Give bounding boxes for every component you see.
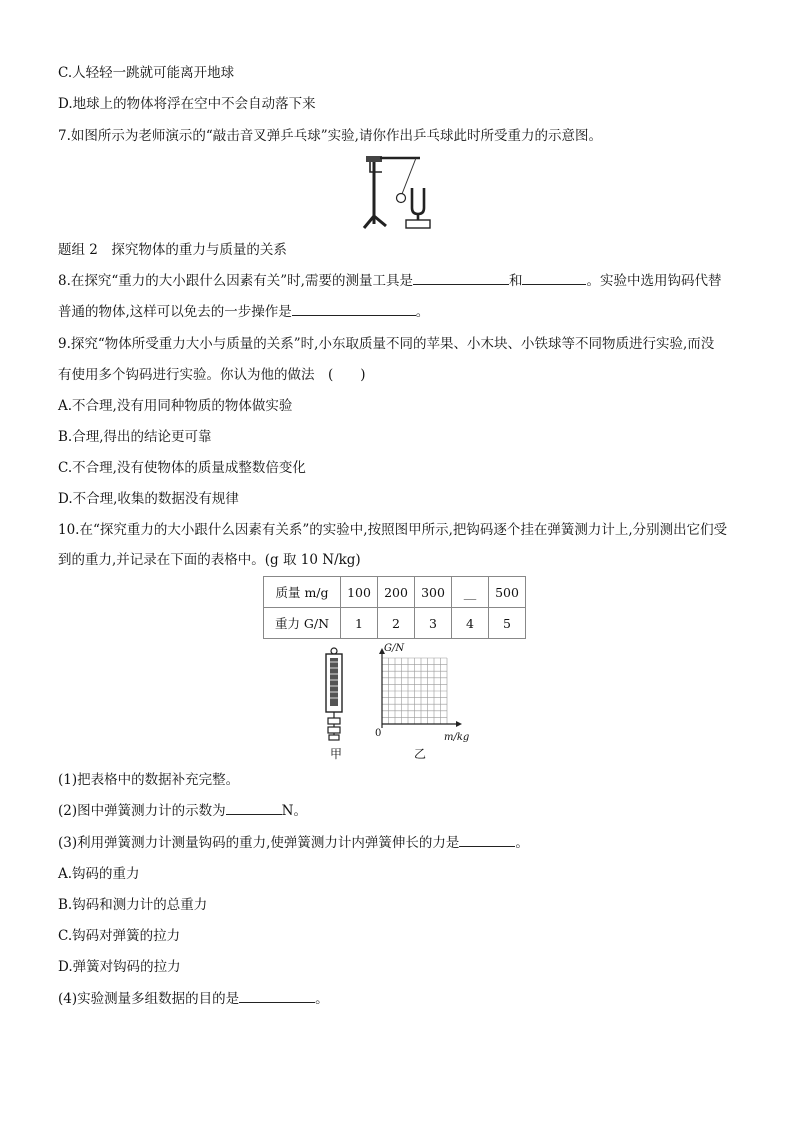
- table-header-mass: 质量 m/g: [264, 577, 341, 608]
- answer-blank[interactable]: [292, 303, 416, 316]
- table-cell: 1: [341, 608, 378, 639]
- q6-option-d: D.地球上的物体将浮在空中不会自动落下来: [58, 96, 316, 112]
- part4-end: 。: [315, 991, 329, 1007]
- q8-text-b: 和: [508, 273, 523, 289]
- hook-weight: [329, 735, 339, 740]
- table-header-weight: 重力 G/N: [264, 608, 341, 639]
- table-cell: 100: [341, 577, 378, 608]
- part3-option-b: B.钩码和测力计的总重力: [58, 897, 208, 913]
- group-2-title: 题组 2 探究物体的重力与质量的关系: [58, 242, 287, 258]
- graph-grid: [382, 658, 447, 724]
- answer-blank[interactable]: [522, 272, 586, 285]
- part2-unit: N。: [281, 803, 307, 819]
- part3-option-a: A.钩码的重力: [58, 866, 140, 882]
- part2-text: (2)图中弹簧测力计的示数为: [58, 803, 226, 819]
- table-cell: 2: [378, 608, 415, 639]
- graph-origin: 0: [375, 728, 382, 739]
- q9-line2: 有使用多个钩码进行实验。你认为他的做法 ( ): [58, 367, 366, 383]
- answer-blank[interactable]: [413, 272, 509, 285]
- stand-base: [364, 216, 386, 228]
- q8-line2: [58, 303, 429, 321]
- part3-option-d: D.弹簧对钩码的拉力: [58, 959, 181, 975]
- q10-part1: (1)把表格中的数据补充完整。: [58, 772, 240, 788]
- figure-label-jia: 甲: [330, 747, 343, 761]
- table-row: [264, 608, 526, 639]
- x-axis-arrow: [456, 721, 462, 727]
- string: [402, 158, 416, 194]
- table-cell: 5: [489, 608, 526, 639]
- table-cell: 500: [489, 577, 526, 608]
- data-table: [263, 576, 526, 639]
- graph-figure: [370, 644, 470, 744]
- q7-text: 7.如图所示为老师演示的“敲击音叉弹乒乓球”实验,请你作出乒乓球此时所受重力的示意图。: [58, 128, 602, 144]
- q8-text-d: 普通的物体,这样可以免去的一步操作是: [58, 304, 292, 320]
- q8-line1: [58, 272, 721, 290]
- q10-line2: 到的重力,并记录在下面的表格中。(g 取 10 N/kg): [58, 552, 361, 568]
- table-row: [264, 577, 526, 608]
- tuning-fork: [412, 188, 424, 214]
- q9-option-c: C.不合理,没有使物体的质量成整数倍变化: [58, 460, 306, 476]
- part3-option-c: C.钩码对弹簧的拉力: [58, 928, 181, 944]
- graph-x-label: m/kg: [444, 732, 470, 743]
- q9-option-a: A.不合理,没有用同种物质的物体做实验: [58, 398, 293, 414]
- scale-hook-ring: [331, 648, 337, 654]
- q9-option-d: D.不合理,收集的数据没有规律: [58, 491, 239, 507]
- q10-part3: [58, 834, 529, 852]
- q10-line1: 10.在“探究重力的大小跟什么因素有关系”的实验中,按照图甲所示,把钩码逐个挂在弹簧测力计上,分别测出它们受: [58, 522, 728, 538]
- answer-blank[interactable]: [239, 990, 315, 1003]
- q8-text-e: 。: [415, 304, 430, 320]
- hook-weight: [328, 727, 340, 733]
- q10-part4: [58, 990, 329, 1008]
- graph-y-label: G/N: [384, 643, 405, 654]
- q8-text-a: 8.在探究“重力的大小跟什么因素有关”时,需要的测量工具是: [58, 273, 413, 289]
- table-cell: 300: [415, 577, 452, 608]
- q10-part2: [58, 802, 307, 820]
- resonance-box: [406, 220, 430, 228]
- table-cell: 4: [452, 608, 489, 639]
- figure-label-yi: 乙: [414, 747, 427, 761]
- answer-blank[interactable]: [226, 802, 282, 815]
- table-cell-blank[interactable]: __: [452, 577, 489, 608]
- table-cell: 3: [415, 608, 452, 639]
- scale-spring: [330, 658, 338, 706]
- ping-pong-ball: [397, 194, 406, 203]
- q8-text-c: 。实验中选用钩码代替: [586, 273, 722, 289]
- part3-end: 。: [515, 835, 529, 851]
- clamp: [366, 156, 382, 162]
- q6-option-c: C.人轻轻一跳就可能离开地球: [58, 65, 235, 81]
- q9-line1: 9.探究“物体所受重力大小与质量的关系”时,小东取质量不同的苹果、小木块、小铁球等不同物质进行实验,而没: [58, 336, 715, 352]
- answer-blank[interactable]: [459, 834, 515, 847]
- table-cell: 200: [378, 577, 415, 608]
- spring-scale-figure: [318, 646, 352, 742]
- hook-weight: [328, 718, 340, 724]
- part3-text: (3)利用弹簧测力计测量钩码的重力,使弹簧测力计内弹簧伸长的力是: [58, 835, 460, 851]
- q9-option-b: B.合理,得出的结论更可靠: [58, 429, 212, 445]
- part4-text: (4)实验测量多组数据的目的是: [58, 991, 240, 1007]
- tuning-fork-figure: [360, 152, 444, 234]
